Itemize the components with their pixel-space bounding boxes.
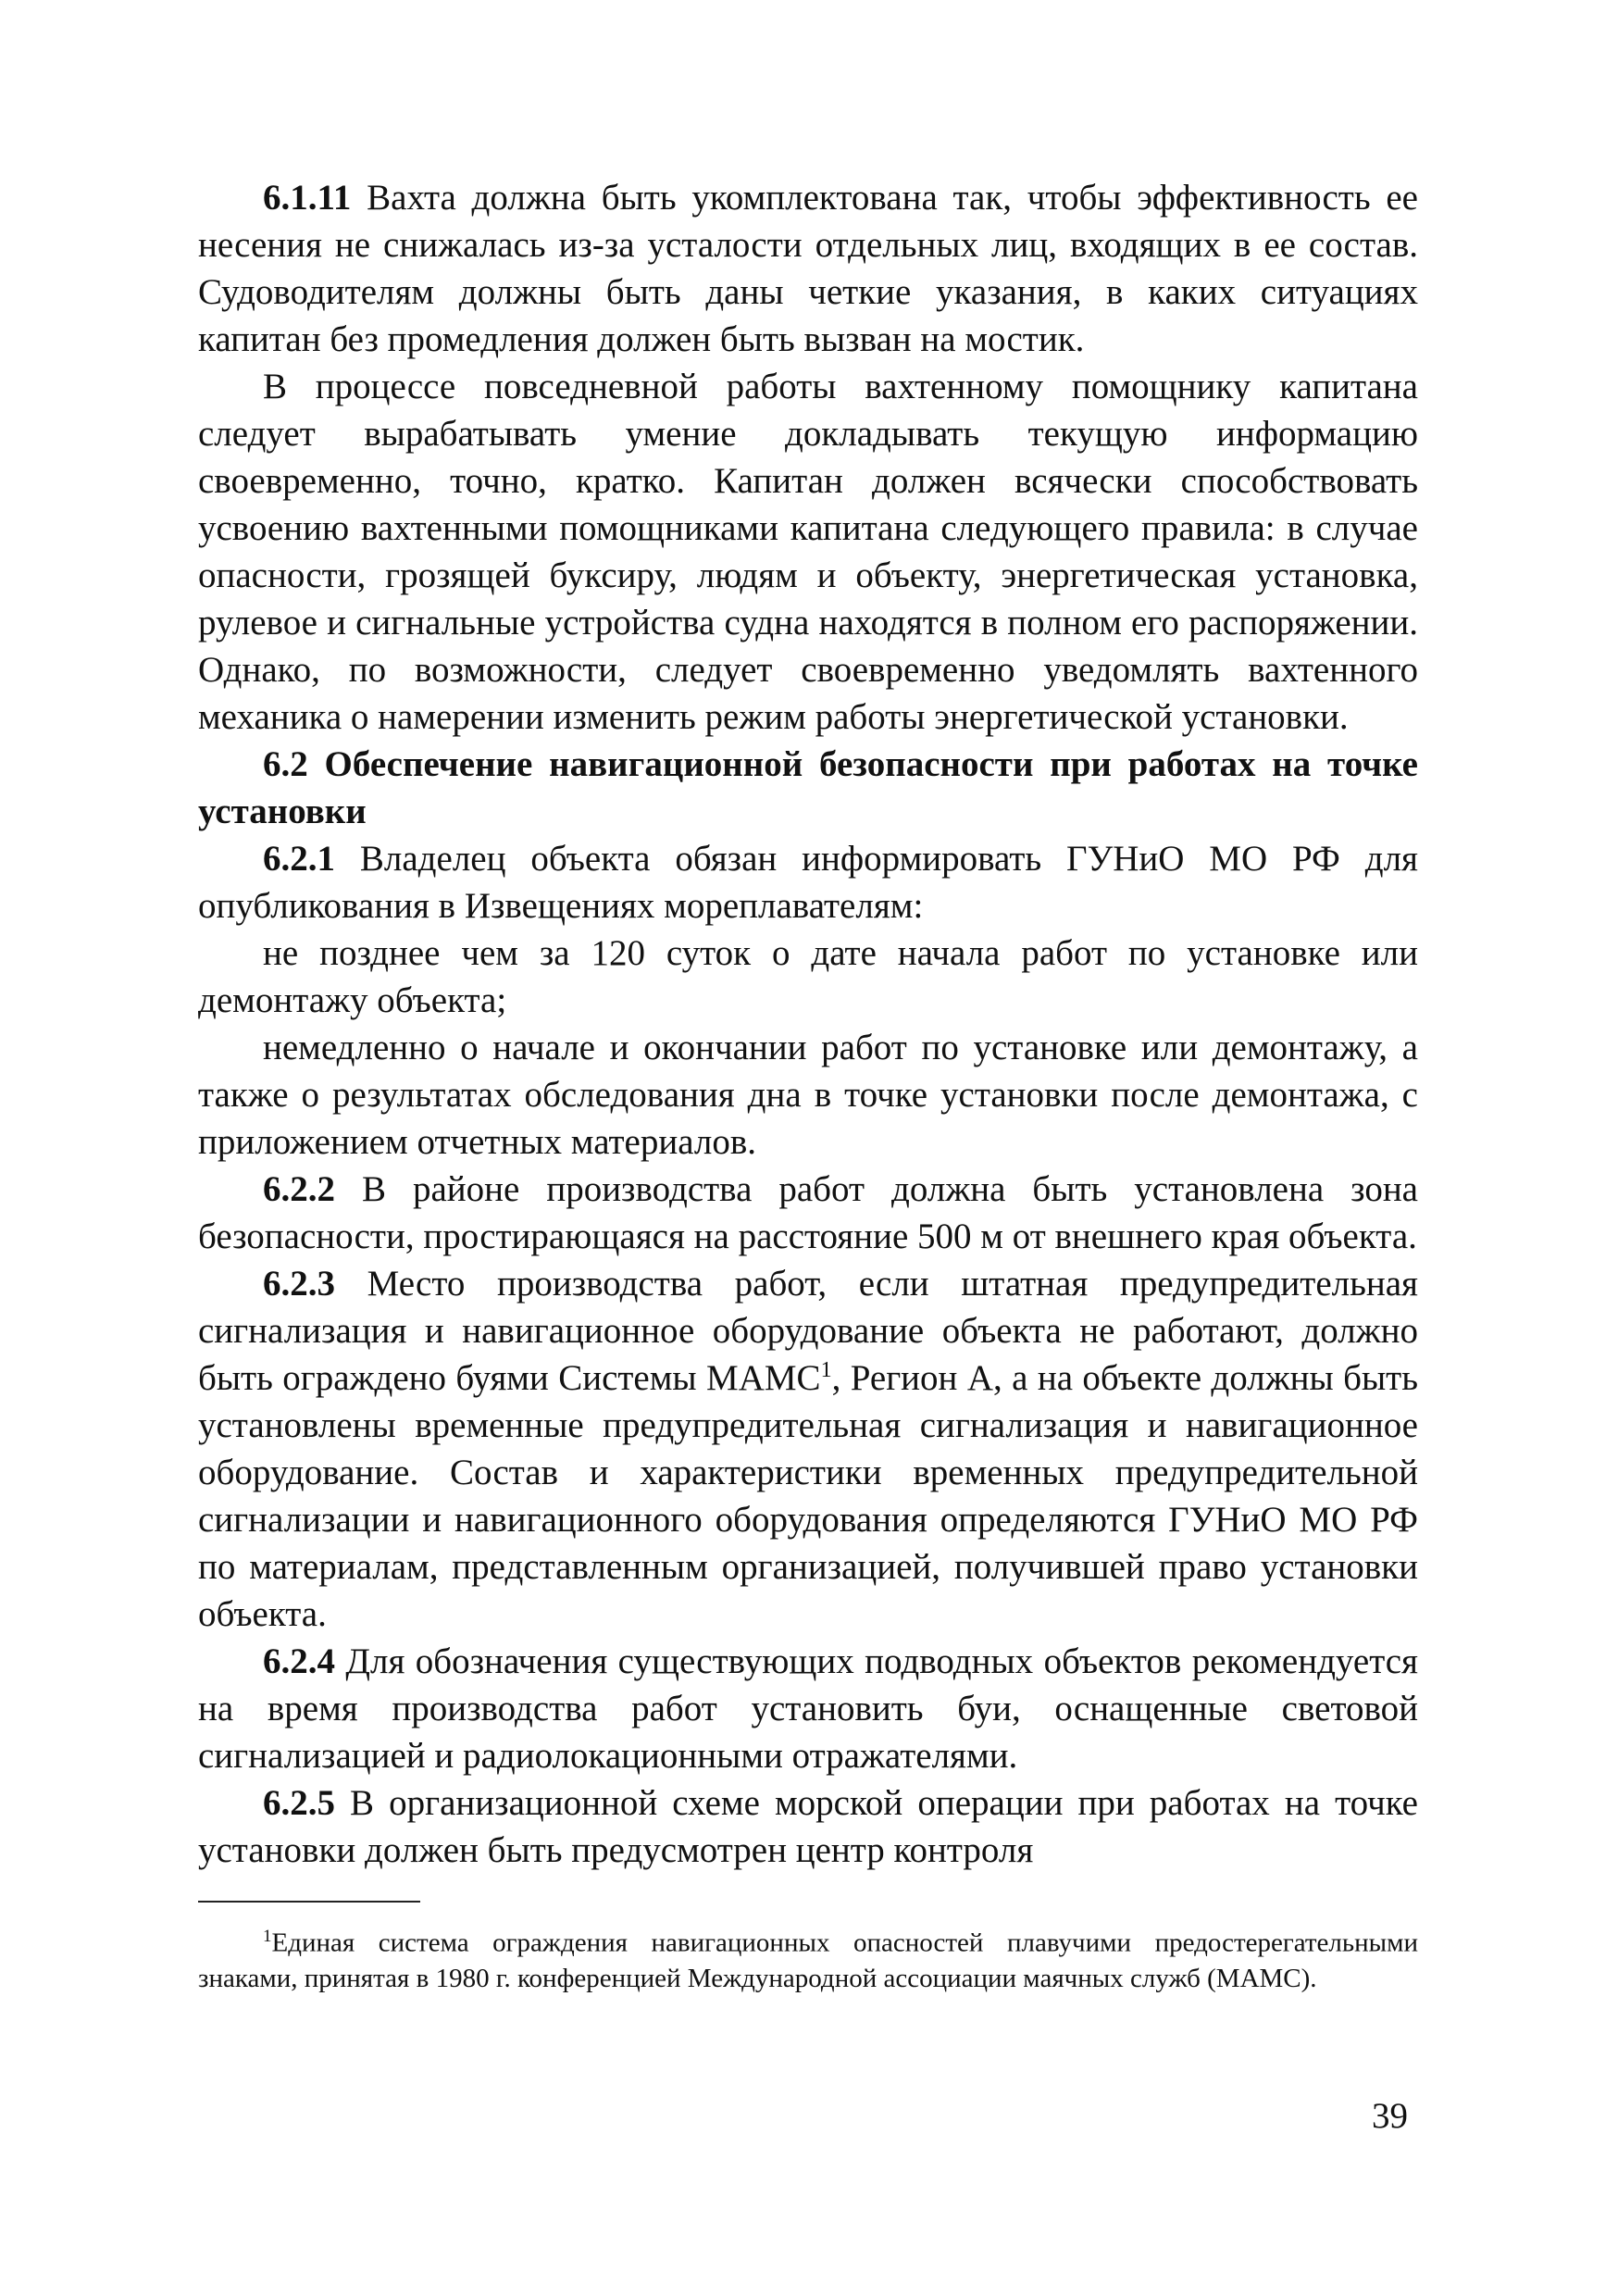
paragraph-text: не позднее чем за 120 суток о дате начала работ по установке или демонтажу объекта; <box>198 933 1418 1020</box>
paragraph-text: Владелец объекта обязан информировать ГУНиО МО РФ для опубликования в Извещениях мореплавателям: <box>198 839 1418 926</box>
clause-number: 6.1.11 <box>263 178 352 218</box>
paragraph-120-days <box>198 930 1418 1024</box>
paragraph-6-1-11 <box>198 174 1418 363</box>
footnote-separator <box>198 1901 420 1903</box>
clause-number: 6.2.4 <box>263 1641 335 1681</box>
paragraph-immediately <box>198 1024 1418 1166</box>
page-body <box>198 174 1418 1874</box>
paragraph-text: В организационной схеме морской операции при работах на точке установки должен быть предусмотрен центр контроля <box>198 1783 1418 1870</box>
paragraph-text: Для обозначения существующих подводных объектов рекомендуется на время производства работ установить буи, оснащенные световой сигнализацией и радиолокационными отражателями. <box>198 1641 1418 1776</box>
paragraph-6-2-5 <box>198 1779 1418 1874</box>
paragraph-text: , Регион А, а на объекте должны быть установлены временные предупредительная сигнализация и навигационное оборудование. Состав и характеристики временных предупредительной сигнализации и навигационного оборудования определяются ГУНиО МО РФ по материалам, представленным организацией, получившей право установки объекта. <box>198 1358 1418 1634</box>
footnote-text: Единая система ограждения навигационных опасностей плавучими предостерегательными знаками, принятая в 1980 г. конференцией Международной ассоциации маячных служб (МАМС). <box>198 1928 1418 1993</box>
paragraph-6-2-2 <box>198 1166 1418 1260</box>
paragraph-6-2-4 <box>198 1638 1418 1779</box>
clause-number: 6.2.5 <box>263 1783 335 1823</box>
footnote-reference: 1 <box>820 1358 832 1382</box>
paragraph-text: В районе производства работ должна быть установлена зона безопасности, простирающаяся на расстояние 500 м от внешнего края объекта. <box>198 1169 1418 1256</box>
page-number: 39 <box>1372 2096 1408 2136</box>
footnote <box>198 1919 1418 1996</box>
paragraph-text: В процессе повседневной работы вахтенному помощнику капитана следует вырабатывать умение докладывать текущую информацию своевременно, точно, кратко. Капитан должен всячески способствовать усвоению вахтенными помощниками капитана следующего правила: в случае опасности, грозящей буксиру, людям и объекту, энергетическая установка, рулевое и сигнальные устройства судна находятся в полном его распоряжении. Однако, по возможности, следует своевременно уведомлять вахтенного механика о намерении изменить режим работы энергетической установки. <box>198 367 1418 737</box>
paragraph-watch-officer <box>198 363 1418 741</box>
section-heading-6-2: 6.2 Обеспечение навигационной безопасности при работах на точке установки <box>198 744 1418 831</box>
paragraph-6-2-3 <box>198 1260 1418 1638</box>
paragraph-text: Вахта должна быть укомплектована так, чтобы эффективность ее несения не снижалась из-за усталости отдельных лиц, входящих в ее состав. Судоводителям должны быть даны четкие указания, в каких ситуациях капитан без промедления должен быть вызван на мостик. <box>198 178 1418 359</box>
clause-number: 6.2.2 <box>263 1169 335 1209</box>
paragraph-text: Место производства работ, если штатная предупредительная сигнализация и навигационное оборудование объекта не работают, должно быть ограждено буями Системы МАМС <box>198 1264 1418 1398</box>
footnote-mark: 1 <box>263 1927 272 1946</box>
clause-number: 6.2.1 <box>263 839 335 879</box>
clause-number: 6.2.3 <box>263 1264 335 1304</box>
paragraph-text: немедленно о начале и окончании работ по установке или демонтажу, а также о результатах обследования дна в точке установки после демонтажа, с приложением отчетных материалов. <box>198 1028 1418 1162</box>
paragraph-6-2-1 <box>198 835 1418 930</box>
